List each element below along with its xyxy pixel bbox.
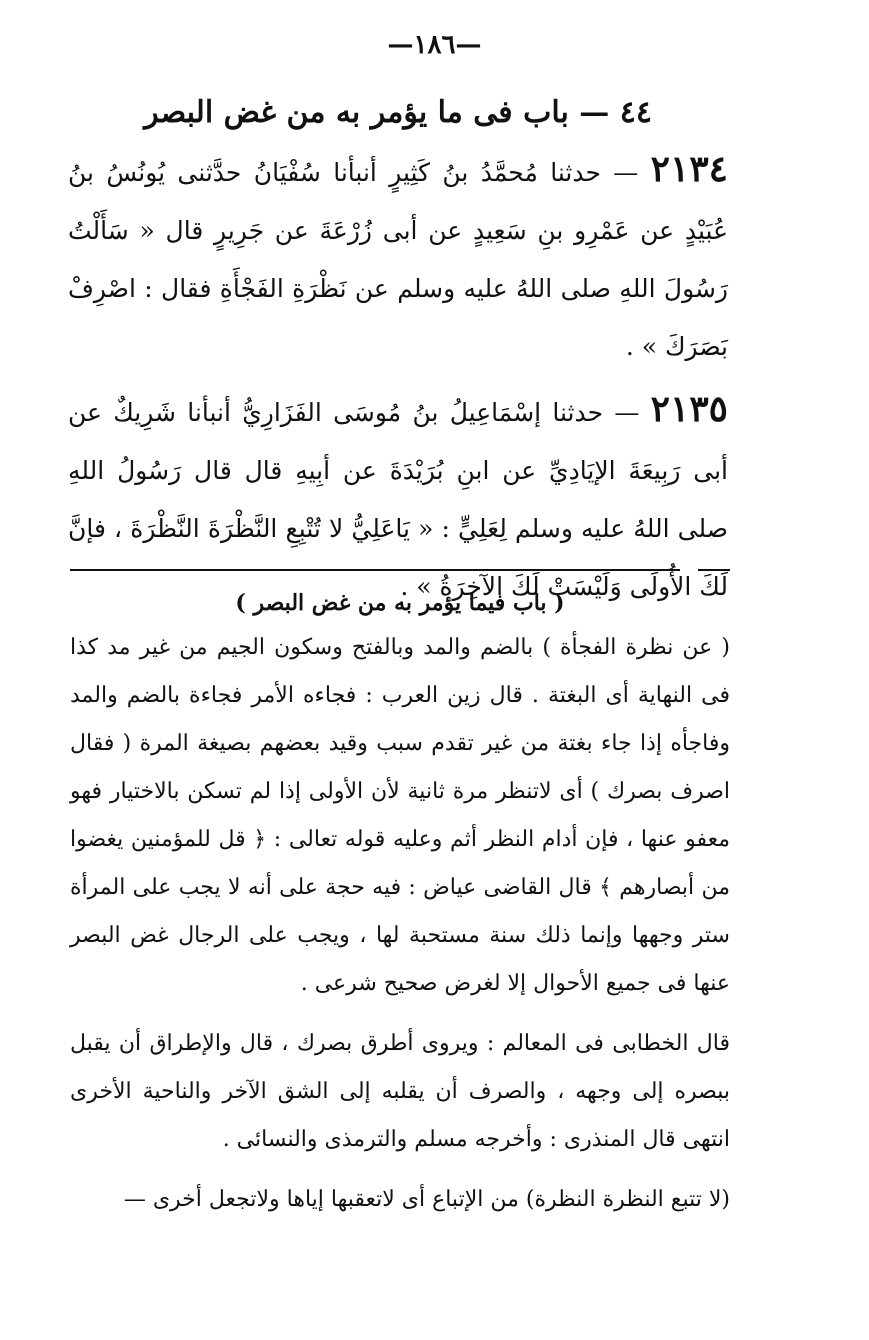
hadith-number: ٢١٣٥	[650, 388, 729, 430]
divider-short-rule	[698, 569, 730, 571]
hadith-entry	[68, 380, 728, 616]
hadith-text: — حدثنا مُحمَّدُ بنُ كَثِيرٍ أنبأنا سُفْيَانُ حدَّثنى يُونُسُ بنُ عُبَيْدٍ عن عَمْرِو بنِ سَعِيدٍ عن أبى زُرْعَةَ عن جَرِيرٍ قال « سَأَلْتُ رَسُولَ اللهِ صلى اللهُ عليه وسلم عن نَظْرَةِ الفَجْأَةِ فقال : اصْرِفْ بَصَرَكَ » .	[68, 158, 728, 361]
hadith-section	[68, 95, 728, 620]
commentary-title: ( باب فيما يؤمر به من غض البصر )	[235, 590, 565, 616]
hadith-text: — حدثنا إسْمَاعِيلُ بنُ مُوسَى الفَزَارِيُّ أنبأنا شَرِيكٌ عن أبى رَبِيعَةَ الإيَادِيِّ عن ابنِ بُرَيْدَةَ عن أبِيهِ قال قال رَسُولُ اللهِ صلى اللهُ عليه وسلم لِعَلِيٍّ : « يَاعَلِيُّ لا تُتْبِعِ النَّظْرَةَ النَّظْرَةَ ، فإنَّ لَكَ الأُولَى وَلَيْسَتْ لَكَ الآخِرَةُ » .	[68, 398, 728, 601]
chapter-title: ٤٤ — باب فى ما يؤمر به من غض البصر	[144, 95, 652, 130]
footnote-divider	[70, 569, 730, 571]
page-number: —١٨٦—	[387, 30, 482, 60]
hadith-number: ٢١٣٤	[650, 148, 728, 190]
commentary-paragraph: ( عن نظرة الفجأة ) بالضم والمد وبالفتح وسكون الجيم من غير مد كذا فى النهاية أى البغتة . قال زين العرب : فجاءه الأمر فجاءة بالضم والمد وفاجأه إذا جاء بغتة من غير تقدم سبب وقيد بعضهم بصيغة المرة ( فقال اصرف بصرك ) أى لاتنظر مرة ثانية لأن الأولى إذا لم تسكن بالاختيار فهو معفو عنها ، فإن أدام النظر أثم وعليه قوله تعالى : ﴿ قل للمؤمنين يغضوا من أبصارهم ﴾ قال القاضى عياض : فيه حجة على أنه لا يجب على المرأة ستر وجهها وإنما ذلك سنة مستحبة لها ، ويجب على الرجال غض البصر عنها فى جميع الأحوال إلا لغرض صحيح شرعى .	[70, 635, 730, 996]
commentary-paragraph: (لا تتبع النظرة النظرة) من الإتباع أى لاتعقبها إياها ولاتجعل أخرى —	[123, 1187, 730, 1212]
hadith-entry	[68, 140, 728, 376]
divider-long-rule	[70, 569, 680, 571]
commentary-paragraph: قال الخطابى فى المعالم : ويروى أطرق بصرك ، قال والإطراق أن يقبل ببصره إلى وجهه ، والصرف أن يقلبه إلى الشق الآخر والناحية الأخرى انتهى قال المنذرى : وأخرجه مسلم والترمذى والنسائى .	[70, 1031, 730, 1152]
commentary-section	[70, 590, 730, 1236]
